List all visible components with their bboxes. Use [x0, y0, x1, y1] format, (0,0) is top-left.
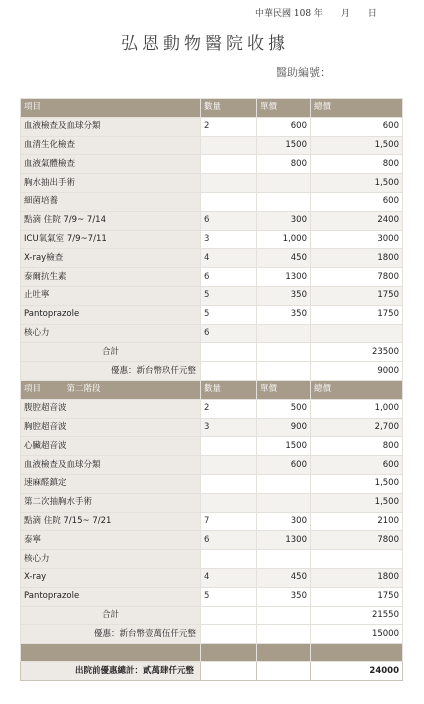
item-name-cell: 泰爾抗生素 — [21, 268, 201, 287]
qty-cell: 2 — [201, 399, 257, 418]
final-total-row — [21, 662, 403, 681]
qty-cell: 2 — [201, 117, 257, 136]
item-name-cell: 細菌培養 — [21, 192, 201, 211]
item-name-cell: 胸腔超音波 — [21, 418, 201, 437]
section1-subtotal-row — [21, 343, 403, 362]
unit-price-cell — [257, 324, 311, 343]
subtotal-label: 合計 — [21, 606, 201, 625]
record-number-label: 醫助編號： — [276, 66, 331, 79]
table-row — [21, 155, 403, 174]
table-row — [21, 456, 403, 475]
unit-price-cell: 1500 — [257, 437, 311, 456]
table-row — [21, 305, 403, 324]
total-cell — [311, 550, 403, 569]
qty-cell: 6 — [201, 324, 257, 343]
item-name-cell: Pantoprazole — [21, 305, 201, 324]
total-cell: 1750 — [311, 587, 403, 606]
total-cell: 1,000 — [311, 399, 403, 418]
qty-cell: 4 — [201, 568, 257, 587]
unit-price-cell: 1,000 — [257, 230, 311, 249]
unit-price-cell — [257, 474, 311, 493]
separator-row — [21, 644, 403, 662]
receipt-title: 弘恩動物醫院收據 — [121, 34, 289, 54]
empty-cell — [311, 644, 403, 662]
discount-value: 9000 — [311, 362, 403, 381]
item-name-cell: 核心力 — [21, 550, 201, 569]
total-cell: 1,500 — [311, 136, 403, 155]
table-row — [21, 192, 403, 211]
unit-price-cell: 600 — [257, 456, 311, 475]
table-row — [21, 324, 403, 343]
total-cell: 1,500 — [311, 493, 403, 512]
item-name-cell: 心臟超音波 — [21, 437, 201, 456]
empty-cell — [201, 644, 257, 662]
column-header-unit-price: 單價 — [257, 380, 311, 399]
empty-cell — [257, 662, 311, 681]
empty-cell — [257, 644, 311, 662]
table-row — [21, 418, 403, 437]
unit-price-cell — [257, 493, 311, 512]
item-name-cell: 血液氣體檢查 — [21, 155, 201, 174]
section2-discount-row — [21, 625, 403, 644]
table-row — [21, 512, 403, 531]
total-cell: 1800 — [311, 568, 403, 587]
qty-cell: 6 — [201, 531, 257, 550]
total-cell: 7800 — [311, 531, 403, 550]
unit-price-cell: 600 — [257, 117, 311, 136]
item-name-cell: Pantoprazole — [21, 587, 201, 606]
item-name-cell: 速麻醛鎮定 — [21, 474, 201, 493]
unit-price-cell — [257, 174, 311, 193]
table-row — [21, 550, 403, 569]
total-cell: 2,700 — [311, 418, 403, 437]
qty-cell: 6 — [201, 211, 257, 230]
table-row — [21, 568, 403, 587]
empty-cell — [21, 644, 201, 662]
empty-cell — [257, 625, 311, 644]
subtotal-value: 21550 — [311, 606, 403, 625]
qty-cell: 7 — [201, 512, 257, 531]
section1-discount-row — [21, 362, 403, 381]
column-header-item: 項目 第二階段 — [21, 380, 201, 399]
table-row — [21, 211, 403, 230]
receipt-table — [20, 98, 403, 681]
unit-price-cell: 1300 — [257, 268, 311, 287]
table-row — [21, 437, 403, 456]
empty-cell — [201, 625, 257, 644]
empty-cell — [257, 606, 311, 625]
item-name-cell: X-ray檢查 — [21, 249, 201, 268]
unit-price-cell — [257, 192, 311, 211]
total-cell: 3000 — [311, 230, 403, 249]
qty-cell: 4 — [201, 249, 257, 268]
total-cell: 1750 — [311, 286, 403, 305]
qty-cell — [201, 136, 257, 155]
qty-cell: 5 — [201, 286, 257, 305]
subtotal-label: 合計 — [21, 343, 201, 362]
total-cell — [311, 324, 403, 343]
qty-cell — [201, 437, 257, 456]
qty-cell: 3 — [201, 230, 257, 249]
qty-cell — [201, 155, 257, 174]
qty-cell — [201, 456, 257, 475]
final-total-value: 24000 — [311, 662, 403, 681]
unit-price-cell: 1500 — [257, 136, 311, 155]
qty-cell: 3 — [201, 418, 257, 437]
total-cell: 1750 — [311, 305, 403, 324]
unit-price-cell: 1300 — [257, 531, 311, 550]
unit-price-cell: 350 — [257, 305, 311, 324]
item-name-cell: 血清生化檢查 — [21, 136, 201, 155]
empty-cell — [201, 606, 257, 625]
table-row — [21, 286, 403, 305]
empty-cell — [201, 662, 257, 681]
unit-price-cell: 350 — [257, 286, 311, 305]
empty-cell — [257, 362, 311, 381]
table-row — [21, 268, 403, 287]
unit-price-cell: 450 — [257, 249, 311, 268]
total-cell: 7800 — [311, 268, 403, 287]
column-header-qty: 數量 — [201, 380, 257, 399]
total-cell: 1800 — [311, 249, 403, 268]
qty-cell — [201, 174, 257, 193]
item-name-cell: 腹腔超音波 — [21, 399, 201, 418]
unit-price-cell: 300 — [257, 211, 311, 230]
item-name-cell: 第二次抽胸水手術 — [21, 493, 201, 512]
column-header-item: 項目 — [21, 99, 201, 118]
section2-header-row — [21, 380, 403, 399]
item-name-cell: 血液檢查及血球分類 — [21, 456, 201, 475]
table-row — [21, 587, 403, 606]
unit-price-cell: 450 — [257, 568, 311, 587]
qty-cell — [201, 493, 257, 512]
unit-price-cell: 500 — [257, 399, 311, 418]
section2-subtotal-row — [21, 606, 403, 625]
total-cell: 2400 — [311, 211, 403, 230]
total-cell: 600 — [311, 117, 403, 136]
section1-header-row — [21, 99, 403, 118]
qty-cell — [201, 474, 257, 493]
item-name-cell: 核心力 — [21, 324, 201, 343]
qty-cell: 5 — [201, 587, 257, 606]
discount-label: 優惠：新台幣壹萬伍仟元整 — [21, 625, 201, 644]
receipt-date: 中華民國 108 年 月 日 — [255, 9, 377, 19]
qty-cell: 6 — [201, 268, 257, 287]
table-row — [21, 531, 403, 550]
unit-price-cell: 300 — [257, 512, 311, 531]
column-header-total: 總價 — [311, 99, 403, 118]
discount-value: 15000 — [311, 625, 403, 644]
table-row — [21, 230, 403, 249]
item-name-cell: ICU氧氣室 7/9~7/11 — [21, 230, 201, 249]
table-row — [21, 474, 403, 493]
receipt-table-body — [21, 99, 403, 681]
table-row — [21, 249, 403, 268]
unit-price-cell — [257, 550, 311, 569]
table-row — [21, 174, 403, 193]
item-name-cell: 胸水抽出手術 — [21, 174, 201, 193]
item-name-cell: 點滴 住院 7/15~ 7/21 — [21, 512, 201, 531]
total-cell: 800 — [311, 437, 403, 456]
total-cell: 600 — [311, 456, 403, 475]
column-header-qty: 數量 — [201, 99, 257, 118]
total-cell: 2100 — [311, 512, 403, 531]
item-name-cell: X-ray — [21, 568, 201, 587]
item-name-cell: 泰寧 — [21, 531, 201, 550]
total-cell: 1,500 — [311, 474, 403, 493]
discount-label: 優惠：新台幣玖仟元整 — [21, 362, 201, 381]
qty-cell — [201, 192, 257, 211]
column-header-total: 總價 — [311, 380, 403, 399]
unit-price-cell: 900 — [257, 418, 311, 437]
qty-cell — [201, 550, 257, 569]
column-header-unit-price: 單價 — [257, 99, 311, 118]
final-total-label: 出院前優惠總計：貳萬肆仟元整 — [21, 662, 201, 681]
table-row — [21, 493, 403, 512]
table-row — [21, 117, 403, 136]
table-row — [21, 136, 403, 155]
item-name-cell: 止吐寧 — [21, 286, 201, 305]
subtotal-value: 23500 — [311, 343, 403, 362]
empty-cell — [257, 343, 311, 362]
table-row — [21, 399, 403, 418]
total-cell: 800 — [311, 155, 403, 174]
unit-price-cell: 350 — [257, 587, 311, 606]
empty-cell — [201, 362, 257, 381]
item-name-cell: 點滴 住院 7/9~ 7/14 — [21, 211, 201, 230]
unit-price-cell: 800 — [257, 155, 311, 174]
item-name-cell: 血液檢查及血球分類 — [21, 117, 201, 136]
total-cell: 1,500 — [311, 174, 403, 193]
total-cell: 600 — [311, 192, 403, 211]
qty-cell: 5 — [201, 305, 257, 324]
empty-cell — [201, 343, 257, 362]
